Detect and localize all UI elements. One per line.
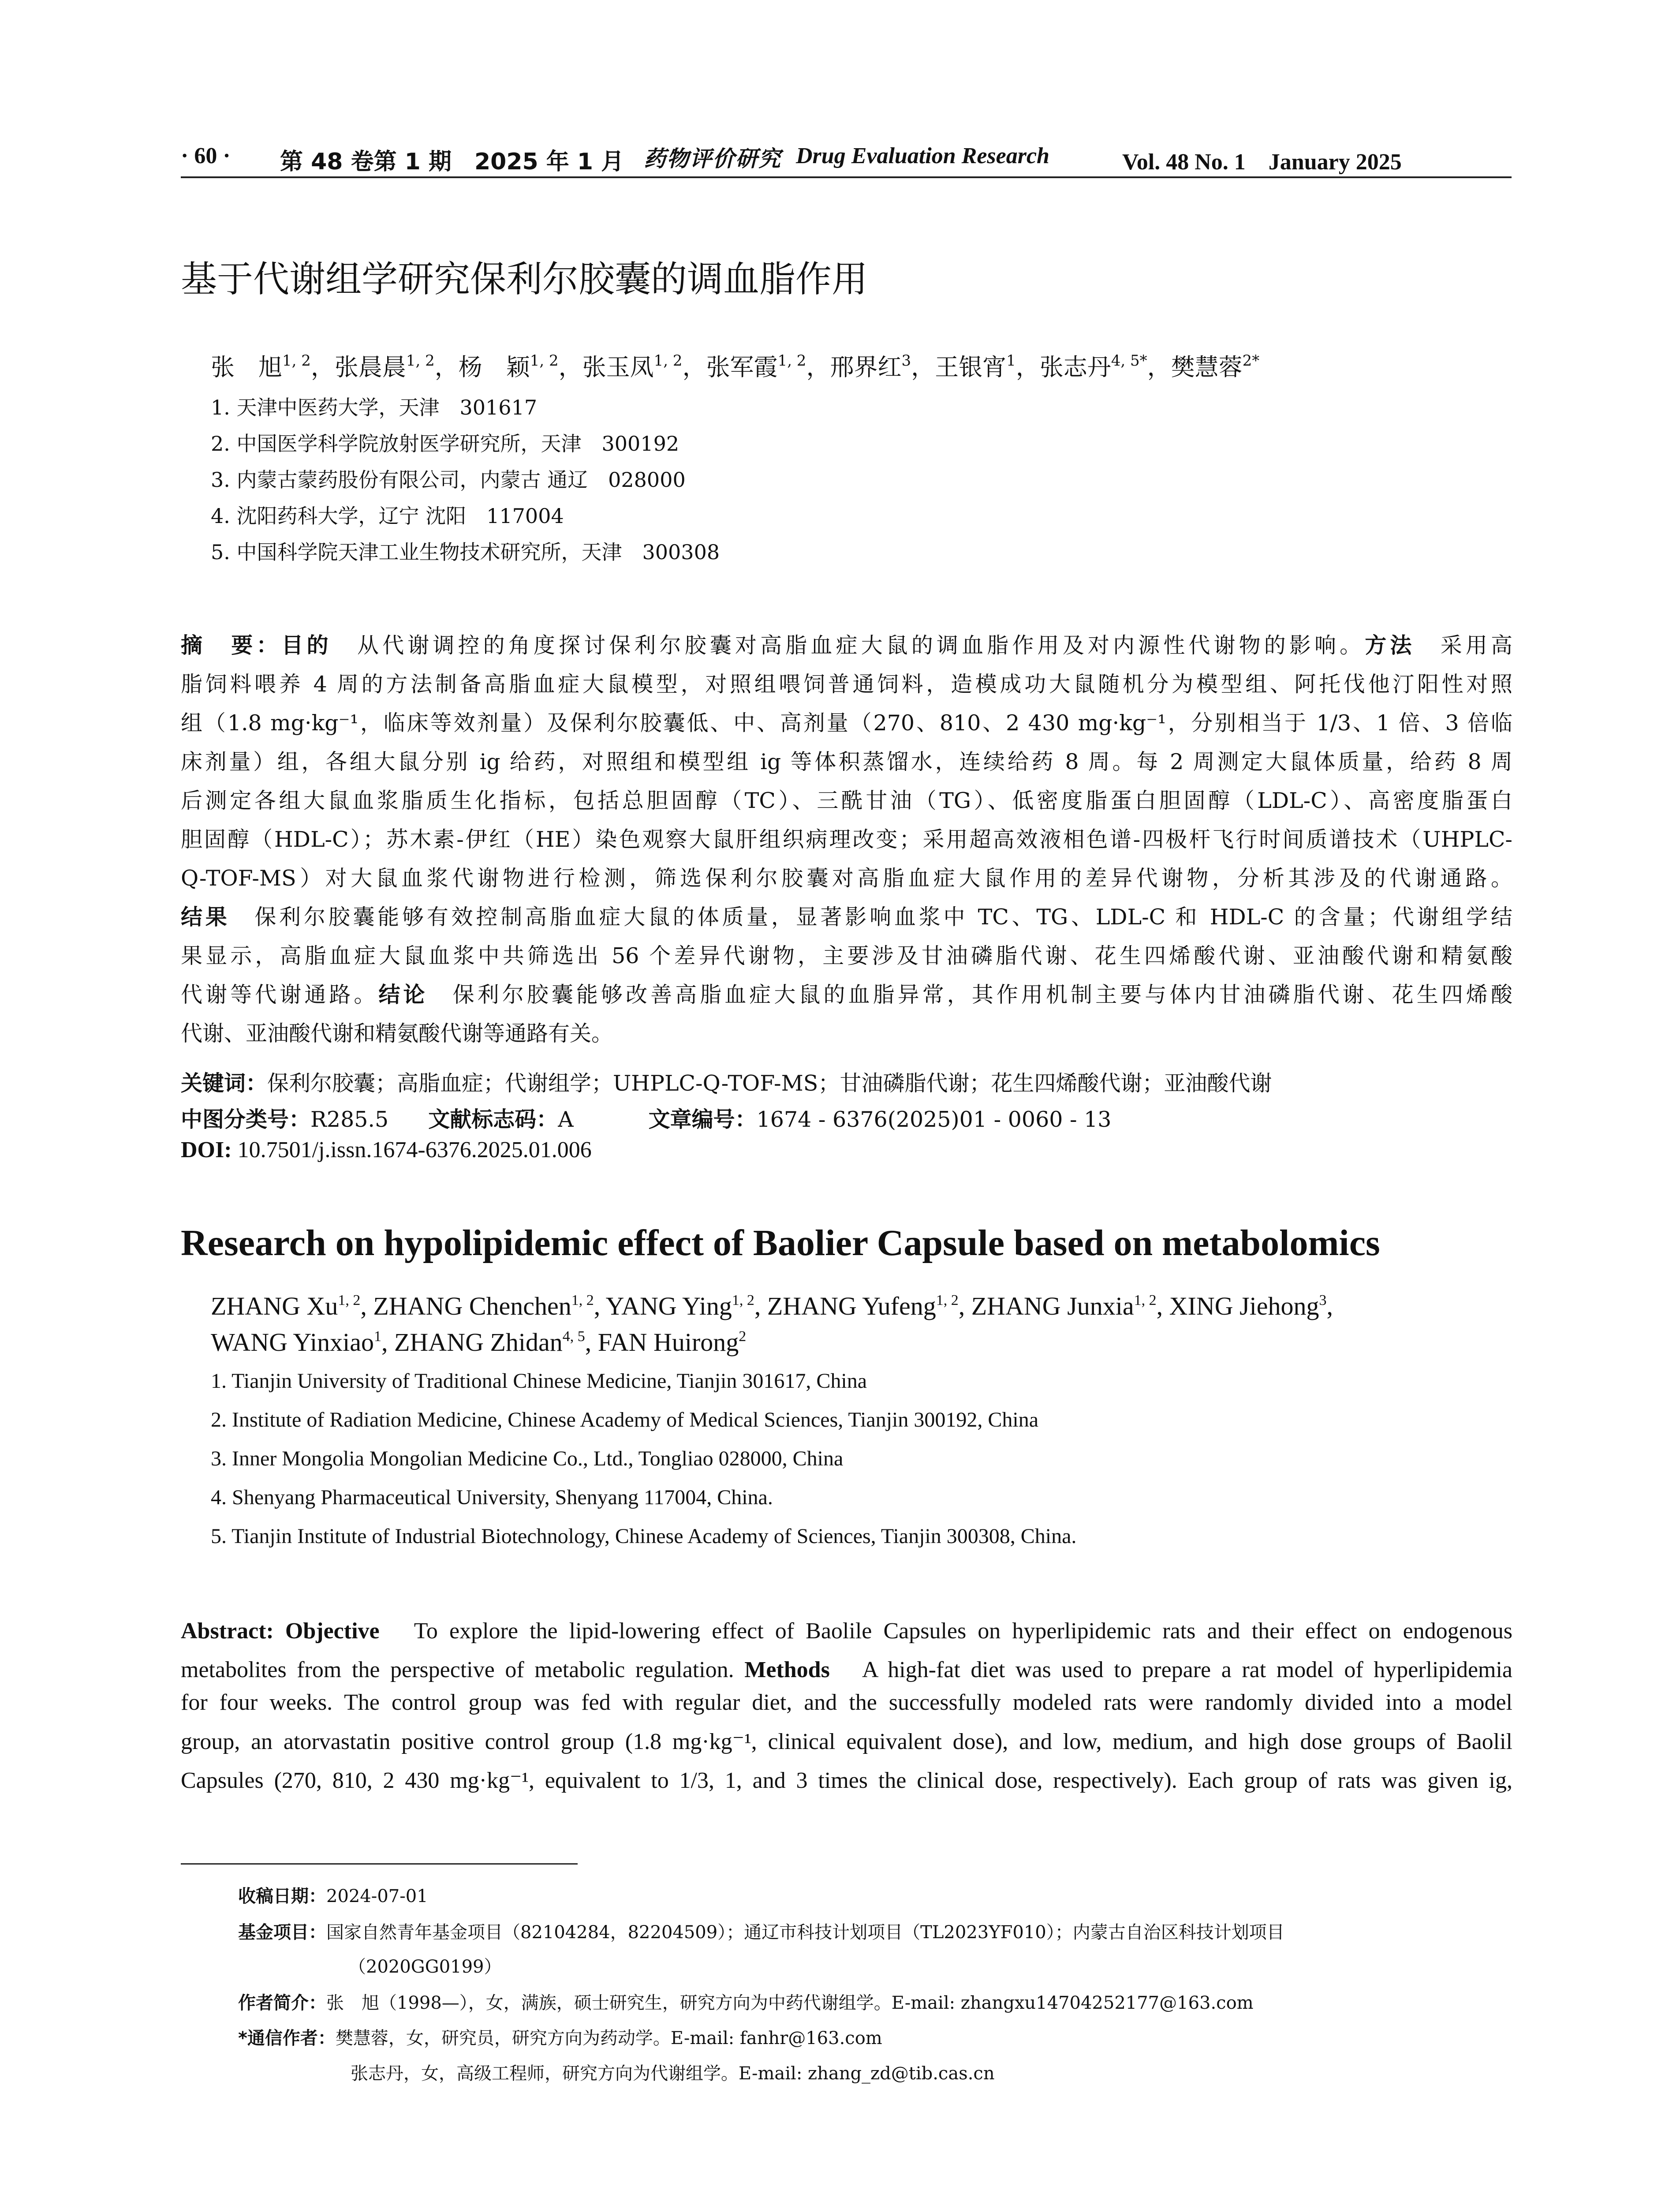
abstract-text: 后测定各组大鼠血浆脂质生化指标，包括总胆固醇（TC）、三酰甘油（TG）、低密度脂蛋白胆固醇（LDL-C）、高密度脂蛋白 <box>181 788 1512 813</box>
affiliation-cn: 2. 中国医学科学院放射医学研究所，天津 300192 <box>211 432 679 456</box>
author-separator: ， <box>434 353 459 381</box>
issue-cn: 第 48 卷第 1 期 2025 年 1 月 <box>280 149 624 175</box>
affiliation-en: 3. Inner Mongolia Mongolian Medicine Co., Ltd., Tongliao 028000, China <box>211 1447 844 1470</box>
abstract-line <box>181 861 1512 892</box>
abstract-line <box>181 939 1512 970</box>
abstract-line <box>181 1651 1512 1684</box>
abstract-text: Q-TOF-MS）对大鼠血浆代谢物进行检测，筛选保利尔胶囊对高脂血症大鼠作用的差异代谢物，分析其涉及的代谢通路。 <box>181 866 1512 891</box>
abstract-text: group, an atorvastatin positive control group (1.8 mg·kg⁻¹, clinical equivalent dose), and low, medium, and high dose groups of Baolil <box>181 1729 1512 1754</box>
author-name: ZHANG Yufeng <box>767 1292 936 1320</box>
section-heading: 目的 <box>281 633 332 658</box>
author-affiliation-mark: 1, 2 <box>338 1292 361 1308</box>
author-separator: ， <box>1147 353 1171 381</box>
author-affiliation-mark: 3 <box>1319 1292 1327 1308</box>
abstract-line <box>181 1017 1512 1047</box>
abstract-text: for four weeks. The control group was fed with regular diet, and the successfully modeled rats were randomly divided into a model <box>181 1690 1512 1715</box>
author-affiliation-mark: 4, 5* <box>1111 352 1147 370</box>
abstract-text: 保利尔胶囊能够有效控制高脂血症大鼠的体质量，显著影响血浆中 TC、TG、LDL-C 和 HDL-C 的含量；代谢组学结 <box>230 904 1512 930</box>
abstract-text: 组（1.8 mg·kg⁻¹，临床等效剂量）及保利尔胶囊低、中、高剂量（270、810、2 430 mg·kg⁻¹，分别相当于 1/3、1 倍、3 倍临 <box>181 710 1512 736</box>
abstract-text: 从代谢调控的角度探讨保利尔胶囊对高脂血症大鼠的调血脂作用及对内源性代谢物的影响。 <box>332 633 1365 658</box>
header-rule <box>181 176 1512 178</box>
author-name: ZHANG Junxia <box>971 1292 1134 1320</box>
bio-label: 作者简介： <box>238 1993 326 2013</box>
bio-text: 张 旭（1998—），女，满族，硕士研究生，研究方向为中药代谢组学。E-mail: zhangxu14704252177@163.com <box>326 1993 1254 2013</box>
running-header <box>181 140 1512 176</box>
author-name: 王银宵 <box>935 353 1007 381</box>
corresponding-label: *通信作者： <box>238 2028 336 2048</box>
received-label: 收稿日期： <box>238 1886 326 1906</box>
author-name: ZHANG Zhidan <box>394 1328 563 1357</box>
author-affiliation-mark: 3 <box>901 352 911 370</box>
affiliation-cn: 3. 内蒙古蒙药股份有限公司，内蒙古 通辽 028000 <box>211 468 686 492</box>
section-heading: Methods <box>744 1657 830 1682</box>
author-affiliation-mark: 1, 2 <box>530 352 559 370</box>
author-name: 张 旭 <box>211 353 282 381</box>
author-separator: , <box>381 1328 394 1357</box>
author-name: 张志丹 <box>1039 353 1111 381</box>
author-separator: , <box>585 1328 598 1357</box>
fund-text: 国家自然青年基金项目（82104284，82204509）；通辽市科技计划项目（TL2023YF010）；内蒙古自治区科技计划项目 <box>326 1922 1284 1943</box>
section-heading: 结果 <box>181 904 230 930</box>
author-separator: , <box>1326 1292 1333 1320</box>
fund-label: 基金项目： <box>238 1922 326 1943</box>
author-affiliation-mark: 1, 2 <box>936 1292 959 1308</box>
author-name: ZHANG Chenchen <box>373 1292 571 1320</box>
author-affiliation-mark: 4, 5 <box>562 1328 585 1345</box>
affiliation-en: 4. Shenyang Pharmaceutical University, Shenyang 117004, China. <box>211 1486 773 1509</box>
author-name: WANG Yinxiao <box>211 1328 374 1357</box>
keywords-text: 保利尔胶囊；高脂血症；代谢组学；UHPLC-Q-TOF-MS；甘油磷脂代谢；花生四烯酸代谢；亚油酸代谢 <box>267 1071 1272 1096</box>
article-number-label: 文章编号： <box>648 1107 757 1132</box>
author-separator: ， <box>558 353 582 381</box>
author-line-en <box>211 1327 1516 1357</box>
abstract-line <box>181 784 1512 815</box>
footnote-fund <box>238 1918 1284 1943</box>
abstract-text: Capsules (270, 810, 2 430 mg·kg⁻¹, equivalent to 1/3, 1, and 3 times the clinical dose, respectively). Each group of rats was given ig, <box>181 1768 1512 1793</box>
abstract-text: 胆固醇（HDL-C）；苏木素-伊红（HE）染色观察大鼠肝组织病理改变；采用超高效液相色谱-四极杆飞行时间质谱技术（UHPLC- <box>181 827 1512 852</box>
author-affiliation-mark: 1, 2 <box>777 352 806 370</box>
author-separator: , <box>594 1292 606 1320</box>
footnote-corresponding-2: 张志丹，女，高级工程师，研究方向为代谢组学。E-mail: zhang_zd@tib.cas.cn <box>351 2063 995 2084</box>
clc-value: R285.5 <box>310 1107 389 1132</box>
abstract-text: To explore the lipid-lowering effect of Baolile Capsules on hyperlipidemic rats and their effect on endogenous <box>379 1618 1512 1644</box>
footnote-corresponding <box>238 2024 882 2049</box>
abstract-line <box>181 706 1512 737</box>
keywords-cn <box>181 1066 1272 1097</box>
volume-en: Vol. 48 No. 1 January 2025 <box>1122 149 1402 175</box>
affiliation-en: 2. Institute of Radiation Medicine, Chinese Academy of Medical Sciences, Tianjin 300192, China <box>211 1408 1039 1431</box>
abstract-line <box>181 1689 1512 1715</box>
author-affiliation-mark: 1, 2 <box>732 1292 754 1308</box>
footnote-rule <box>181 1863 578 1865</box>
keywords-label: 关键词： <box>181 1071 268 1096</box>
abstract-label: 摘 要： <box>181 633 282 658</box>
author-separator: , <box>958 1292 971 1320</box>
author-affiliation-mark: 2 <box>739 1328 747 1345</box>
author-name: 樊慧蓉 <box>1171 353 1243 381</box>
abstract-line <box>181 1767 1512 1794</box>
author-name: ZHANG Xu <box>211 1292 338 1320</box>
author-name: FAN Huirong <box>597 1328 739 1357</box>
author-affiliation-mark: 1, 2 <box>1134 1292 1157 1308</box>
abstract-text: 采用高 <box>1415 633 1512 658</box>
author-affiliation-mark: 1, 2 <box>406 352 435 370</box>
abstract-line <box>181 900 1512 931</box>
author-name: 张晨晨 <box>334 353 406 381</box>
journal-name-en: Drug Evaluation Research <box>796 143 1049 168</box>
author-affiliation-mark: 1, 2 <box>653 352 683 370</box>
author-separator: , <box>1156 1292 1169 1320</box>
abstract-line <box>181 667 1512 698</box>
author-separator: ， <box>911 353 935 381</box>
abstract-line <box>181 745 1512 776</box>
received-date: 2024-07-01 <box>326 1886 428 1906</box>
abstract-text: 脂饲料喂养 4 周的方法制备高脂血症大鼠模型，对照组喂饲普通饲料，造模成功大鼠随机分为模型组、阿托伐他汀阳性对照 <box>181 672 1512 697</box>
corresponding-text-1: 樊慧蓉，女，研究员，研究方向为药动学。E-mail: fanhr@163.com <box>335 2028 882 2048</box>
abstract-line <box>181 1728 1512 1755</box>
affiliation-en: 5. Tianjin Institute of Industrial Biotechnology, Chinese Academy of Sciences, Tianjin 300308, China. <box>211 1525 1077 1548</box>
abstract-line <box>181 628 1512 659</box>
abstract-line <box>181 1612 1512 1645</box>
clc-label: 中图分类号： <box>181 1107 311 1132</box>
author-name: XING Jiehong <box>1169 1292 1319 1320</box>
abstract-line <box>181 822 1512 853</box>
author-name: 邢界红 <box>830 353 902 381</box>
author-affiliation-mark: 1 <box>1006 352 1016 370</box>
author-name: 张军霞 <box>706 353 778 381</box>
affiliation-cn: 5. 中国科学院天津工业生物技术研究所，天津 300308 <box>211 540 720 564</box>
page-number: · 60 · <box>181 143 231 168</box>
abstract-text: metabolites from the perspective of metabolic regulation. <box>181 1657 745 1682</box>
section-heading: 方法 <box>1365 633 1415 658</box>
abstract-text: 代谢、亚油酸代谢和精氨酸代谢等通路有关。 <box>181 1021 613 1046</box>
author-affiliation-mark: 1, 2 <box>571 1292 594 1308</box>
affiliation-cn: 4. 沈阳药科大学，辽宁 沈阳 117004 <box>211 504 564 528</box>
doc-code-label: 文献标志码： <box>428 1107 558 1132</box>
footnote-fund-cont: （2020GG0199） <box>348 1957 502 1977</box>
abstract-text: 保利尔胶囊能够改善高脂血症大鼠的血脂异常，其作用机制主要与体内甘油磷脂代谢、花生四烯酸 <box>428 982 1512 1007</box>
author-affiliation-mark: 2* <box>1242 352 1260 370</box>
author-separator: , <box>360 1292 373 1320</box>
journal-logo-cn: 药物评价研究 <box>644 146 781 172</box>
title-cn: 基于代谢组学研究保利尔胶囊的调血脂作用 <box>181 258 868 300</box>
abstract-text: 床剂量）组，各组大鼠分别 ig 给药，对照组和模型组 ig 等体积蒸馏水，连续给药 8 周。每 2 周测定大鼠体质量，给药 8 周 <box>181 749 1512 774</box>
abstract-line <box>181 978 1512 1009</box>
abstract-text: 果显示，高脂血症大鼠血浆中共筛选出 56 个差异代谢物，主要涉及甘油磷脂代谢、花生四烯酸代谢、亚油酸代谢和精氨酸 <box>181 943 1512 968</box>
doi-link[interactable]: 10.7501/j.issn.1674-6376.2025.01.006 <box>237 1137 592 1162</box>
authors-cn <box>211 348 1259 382</box>
doi-label: DOI: <box>181 1137 232 1162</box>
author-name: YANG Ying <box>605 1292 732 1320</box>
affiliation-en: 1. Tianjin University of Traditional Chinese Medicine, Tianjin 301617, China <box>211 1369 867 1393</box>
author-affiliation-mark: 1 <box>373 1328 381 1345</box>
author-separator: ， <box>1015 353 1040 381</box>
article-number-value: 1674 - 6376(2025)01 - 0060 - 13 <box>756 1107 1112 1132</box>
doc-code-value: A <box>558 1107 574 1132</box>
footnote-received <box>238 1882 428 1907</box>
doi-line <box>181 1137 592 1163</box>
author-affiliation-mark: 1, 2 <box>282 352 311 370</box>
author-name: 张玉凤 <box>582 353 654 381</box>
title-en: Research on hypolipidemic effect of Baolier Capsule based on metabolomics <box>181 1222 1380 1263</box>
author-line-en <box>211 1291 1516 1321</box>
section-heading: Abstract: Objective <box>181 1618 380 1644</box>
abstract-text: 代谢等代谢通路。 <box>181 982 379 1007</box>
author-separator: ， <box>310 353 335 381</box>
classification-line <box>181 1102 1111 1133</box>
author-separator: ， <box>682 353 706 381</box>
author-separator: , <box>754 1292 767 1320</box>
author-separator: ， <box>806 353 830 381</box>
footnote-bio <box>238 1989 1254 2014</box>
abstract-text: A high-fat diet was used to prepare a rat model of hyperlipidemia <box>829 1657 1512 1682</box>
author-name: 杨 颖 <box>458 353 530 381</box>
affiliation-cn: 1. 天津中医药大学，天津 301617 <box>211 396 538 419</box>
section-heading: 结论 <box>378 982 428 1007</box>
